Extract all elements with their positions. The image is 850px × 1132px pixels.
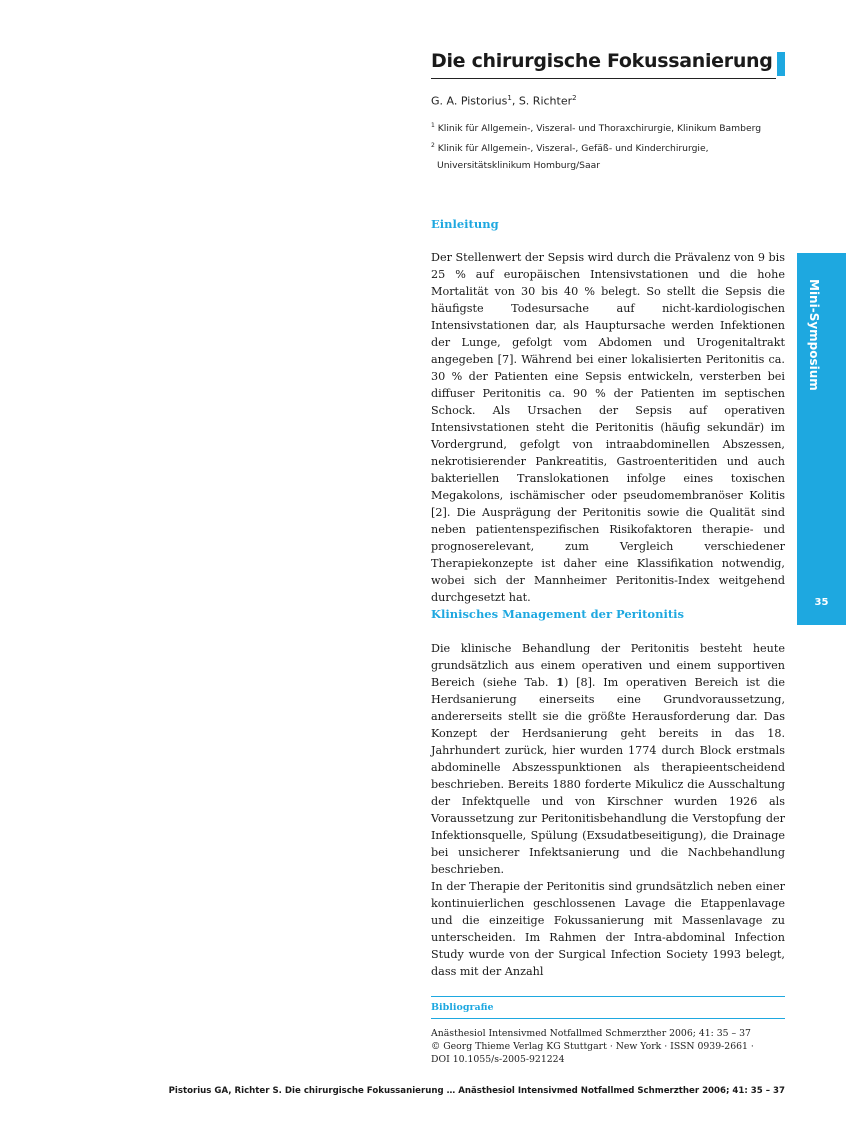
affiliation-line [431, 137, 791, 157]
copyright-line: © Georg Thieme Verlag KG Stuttgart · New York · ISSN 0939-2661 · [431, 1041, 754, 1052]
author-line [431, 94, 577, 108]
section-sidebar [797, 253, 846, 625]
management-paragraph-2 [431, 878, 785, 980]
title-accent-bar [777, 52, 785, 76]
running-footer: Pistorius GA, Richter S. Die chirurgische Fokussanierung … Anästhesiol Intensivmed Notfallmed Schmerzther 2006; 41: 35 – 37 [168, 1086, 785, 1096]
affiliations [431, 117, 791, 174]
bibliography-heading: Bibliografie [431, 997, 785, 1019]
doi-line[interactable]: DOI 10.1055/s-2005-921224 [431, 1054, 565, 1065]
paragraph-text [431, 640, 785, 878]
text-run: Die klinische Behandlung der Peritonitis besteht heute grundsätzlich aus einem operativen und einem supportiven Bereich (siehe Tab. [431, 642, 785, 689]
title-block [431, 46, 785, 79]
intro-paragraph [431, 249, 785, 606]
table-reference[interactable]: 1 [556, 675, 564, 689]
citation-line: Anästhesiol Intensivmed Notfallmed Schmerzther 2006; 41: 35 – 37 [431, 1028, 751, 1039]
affiliation-number: 2 [431, 142, 435, 150]
affiliation-text: Universitätsklinikum Homburg/Saar [437, 160, 601, 172]
affiliation-text: Klinik für Allgemein-, Viszeral- und Thoraxchirurgie, Klinikum Bamberg [434, 123, 762, 135]
management-paragraph-1 [431, 640, 785, 878]
affiliation-line [431, 117, 791, 137]
article-title: Die chirurgische Fokussanierung [431, 46, 776, 79]
text-run: ) [8]. Im operativen Bereich ist die Herdsanierung einerseits eine Grundvoraussetzung, andererseits stellt sie die größte Herausforderung dar. Das Konzept der Herdsanierung geht bereits in das 18. Jahrhundert zurück, hier wurden 1774 durch Block erstmals abdominelle Abszesspunktionen als therapieentscheidend beschrieben. Bereits 1880 forderte Mikulicz die Ausschaltung der Infektquelle und von Kirschner wurden 1926 als Voraussetzung zur Peritonitisbehandlung die Verstopfung der Infektionsquelle, Spülung (Exsudatbeseitigung), die Drainage bei unsicherer Infektsanierung und die Nachbehandlung beschrieben. [431, 676, 785, 876]
author-name: S. Richter [518, 94, 573, 108]
paragraph-text: In der Therapie der Peritonitis sind grundsätzlich neben einer kontinuierlichen geschlossenen Lavage die Etappenlavage und die einzeitige Fokussanierung mit Massenlavage zu unterscheiden. Im Rahmen der Intra-abdominal Infection Study wurde von der Surgical Infection Society 1993 belegt, dass mit der Anzahl [431, 880, 785, 978]
affiliation-text: Klinik für Allgemein-, Viszeral-, Gefäß- und Kinderchirurgie, [434, 143, 709, 155]
section-heading-intro: Einleitung [431, 217, 499, 231]
affiliation-number: 1 [431, 122, 435, 129]
page-number: 35 [814, 597, 829, 608]
affiliation-line [431, 157, 791, 174]
author-separator: , [511, 94, 519, 108]
affiliation-marker: 1 [507, 94, 512, 102]
author-name: G. A. Pistorius [431, 94, 508, 108]
paragraph-text: Der Stellenwert der Sepsis wird durch die Prävalenz von 9 bis 25 % auf europäischen Intensivstationen und die hohe Mortalität von 30 bis 40 % belegt. So stellt die Sepsis die häufigste Todesursache auf nicht-kardiologischen Intensivstationen dar, als Hauptursache werden Infektionen der Lunge, gefolgt vom Abdomen und Urogenitaltrakt angegeben [7]. Während bei einer lokalisierten Peritonitis ca. 30 % der Patienten eine Sepsis entwickeln, versterben bei diffuser Peritonitis ca. 90 % der Patienten im septischen Schock. Als Ursachen der Sepsis auf operativen Intensivstationen steht die Peritonitis (häufig sekundär) im Vordergrund, gefolgt von intraabdominellen Abszessen, nekrotisierender Pankreatitis, Gastroenteritiden und auch bakteriellen Translokationen infolge eines toxischen Megakolons, ischämischer oder pseudomembranöser Kolitis [2]. Die Ausprägung der Peritonitis sowie die Qualität sind neben patientenspezifischen Risikofaktoren therapie- und prognoserelevant, zum Vergleich verschiedener Therapiekonzepte ist daher eine Klassifikation notwendig, wobei sich der Mannheimer Peritonitis-Index weitgehend durchgesetzt hat. [431, 251, 785, 604]
affiliation-marker: 2 [572, 94, 577, 102]
sidebar-label: Mini-Symposium [807, 279, 821, 391]
section-heading-management: Klinisches Management der Peritonitis [431, 607, 684, 621]
bibliography-lines [431, 1019, 785, 1066]
bibliography-box [431, 996, 785, 1066]
